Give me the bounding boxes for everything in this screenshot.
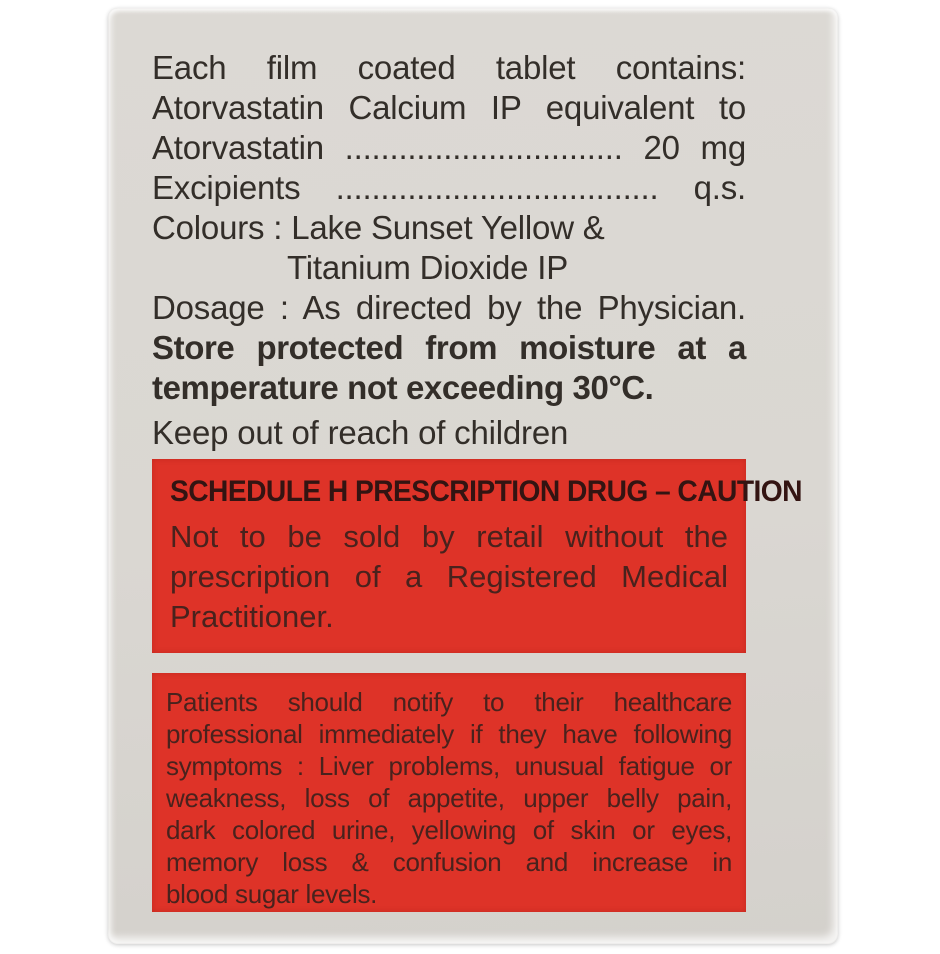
patient-warning-line: Patients should notify to their healthcare bbox=[166, 687, 732, 717]
dosage-line: Dosage : As directed by the Physician. bbox=[152, 289, 746, 326]
storage-line-1: Store protected from moisture at a bbox=[152, 329, 746, 366]
storage-line-2: temperature not exceeding 30°C. bbox=[152, 369, 654, 406]
patient-warning-line: professional immediately if they have following bbox=[166, 719, 732, 749]
composition-text-block bbox=[152, 48, 746, 453]
composition-line-salt: Atorvastatin Calcium IP equivalent to bbox=[152, 89, 746, 126]
composition-line-strength: Atorvastatin ............................... 20 mg bbox=[152, 129, 746, 166]
composition-line-contains: Each film coated tablet contains: bbox=[152, 49, 746, 86]
patient-warning-box bbox=[152, 673, 746, 912]
patient-warning-line: symptoms : Liver problems, unusual fatigue or bbox=[166, 751, 732, 781]
schedule-body-line: Not to be sold by retail without the bbox=[170, 519, 728, 554]
schedule-h-heading: SCHEDULE H PRESCRIPTION DRUG – CAUTION bbox=[170, 475, 802, 508]
patient-warning-line: blood sugar levels. bbox=[166, 879, 378, 909]
schedule-body-line: prescription of a Registered Medical bbox=[170, 559, 728, 594]
schedule-body-line: Practitioner. bbox=[170, 599, 334, 634]
composition-line-colours: Colours : Lake Sunset Yellow & bbox=[152, 209, 605, 246]
patient-warning-line: dark colored urine, yellowing of skin or eyes, bbox=[166, 815, 732, 845]
schedule-h-body bbox=[170, 517, 728, 637]
schedule-h-warning-box bbox=[152, 459, 802, 653]
keep-out-of-reach-line: Keep out of reach of children bbox=[152, 414, 569, 451]
patient-warning-line: weakness, loss of appetite, upper belly pain, bbox=[166, 783, 732, 813]
composition-line-excipients: Excipients .................................... q.s. bbox=[152, 169, 746, 206]
patient-warning-line: memory loss & confusion and increase in bbox=[166, 847, 732, 877]
composition-line-titanium: Titanium Dioxide IP bbox=[287, 249, 569, 286]
medicine-carton-panel bbox=[108, 8, 838, 944]
